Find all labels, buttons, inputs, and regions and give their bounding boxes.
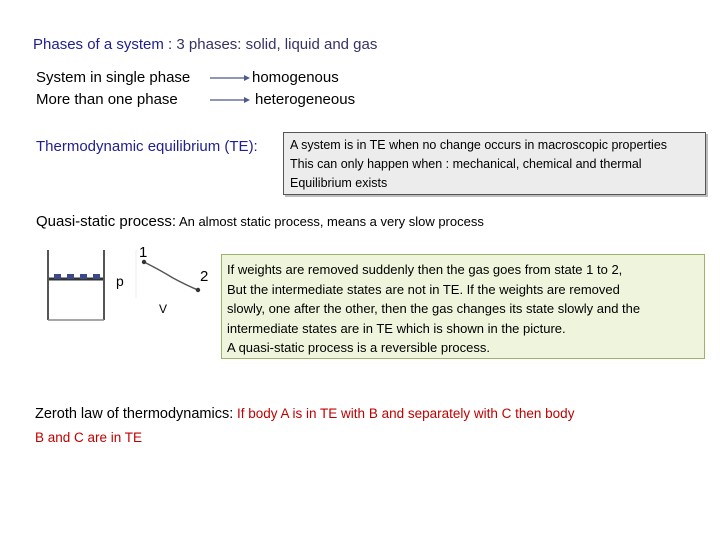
explanation-line: A quasi-static process is a reversible process. xyxy=(227,340,490,355)
phase-multi-label: More than one phase xyxy=(36,91,178,108)
explanation-line: But the intermediate states are not in TE. If the weights are removed xyxy=(227,281,620,297)
zeroth-text-2: B and C are in TE xyxy=(35,430,143,445)
zeroth-heading: Zeroth law of thermodynamics: xyxy=(35,406,234,422)
te-label: Thermodynamic equilibrium (TE): xyxy=(36,138,258,155)
te-definition-box xyxy=(283,132,706,195)
arrow-icon xyxy=(210,75,250,81)
te-line: This can only happen when : mechanical, chemical and thermal xyxy=(290,157,642,171)
title-suffix: 3 phases: solid, liquid and gas xyxy=(172,36,378,53)
explanation-line: If weights are removed suddenly then the gas goes from state 1 to 2, xyxy=(227,262,623,277)
state-1-label: 1 xyxy=(139,244,148,261)
pressure-axis-label: p xyxy=(116,273,124,289)
quasi-heading: Quasi-static process: xyxy=(36,213,177,230)
phase-single-label: System in single phase xyxy=(36,69,191,86)
quasi-definition: An almost static process, means a very slow process xyxy=(176,214,484,229)
pv-curve xyxy=(144,262,198,290)
explanation-line: intermediate states are in TE which is shown in the picture. xyxy=(227,320,566,336)
quasi-static-diagram xyxy=(40,240,220,326)
piston-cylinder xyxy=(48,250,104,320)
state-2-label: 2 xyxy=(200,268,209,285)
quasi-static-heading xyxy=(36,213,484,230)
phase-arrows xyxy=(208,70,252,106)
te-line: Equilibrium exists xyxy=(290,176,388,190)
phase-multi-result: heterogeneous xyxy=(255,91,356,108)
explanation-line: slowly, one after the other, then the gas changes its state slowly and the xyxy=(227,301,641,316)
phase-single-result: homogenous xyxy=(252,69,339,86)
volume-axis-label: V xyxy=(159,302,168,316)
zeroth-law xyxy=(35,406,574,422)
page-title xyxy=(33,36,377,53)
quasi-static-explanation xyxy=(221,254,705,359)
te-line: A system is in TE when no change occurs in macroscopic properties xyxy=(290,138,668,152)
zeroth-text-1: If body A is in TE with B and separately with C then body xyxy=(233,406,575,421)
title-prefix: Phases of a system : xyxy=(33,36,173,53)
arrow-icon xyxy=(210,97,250,103)
